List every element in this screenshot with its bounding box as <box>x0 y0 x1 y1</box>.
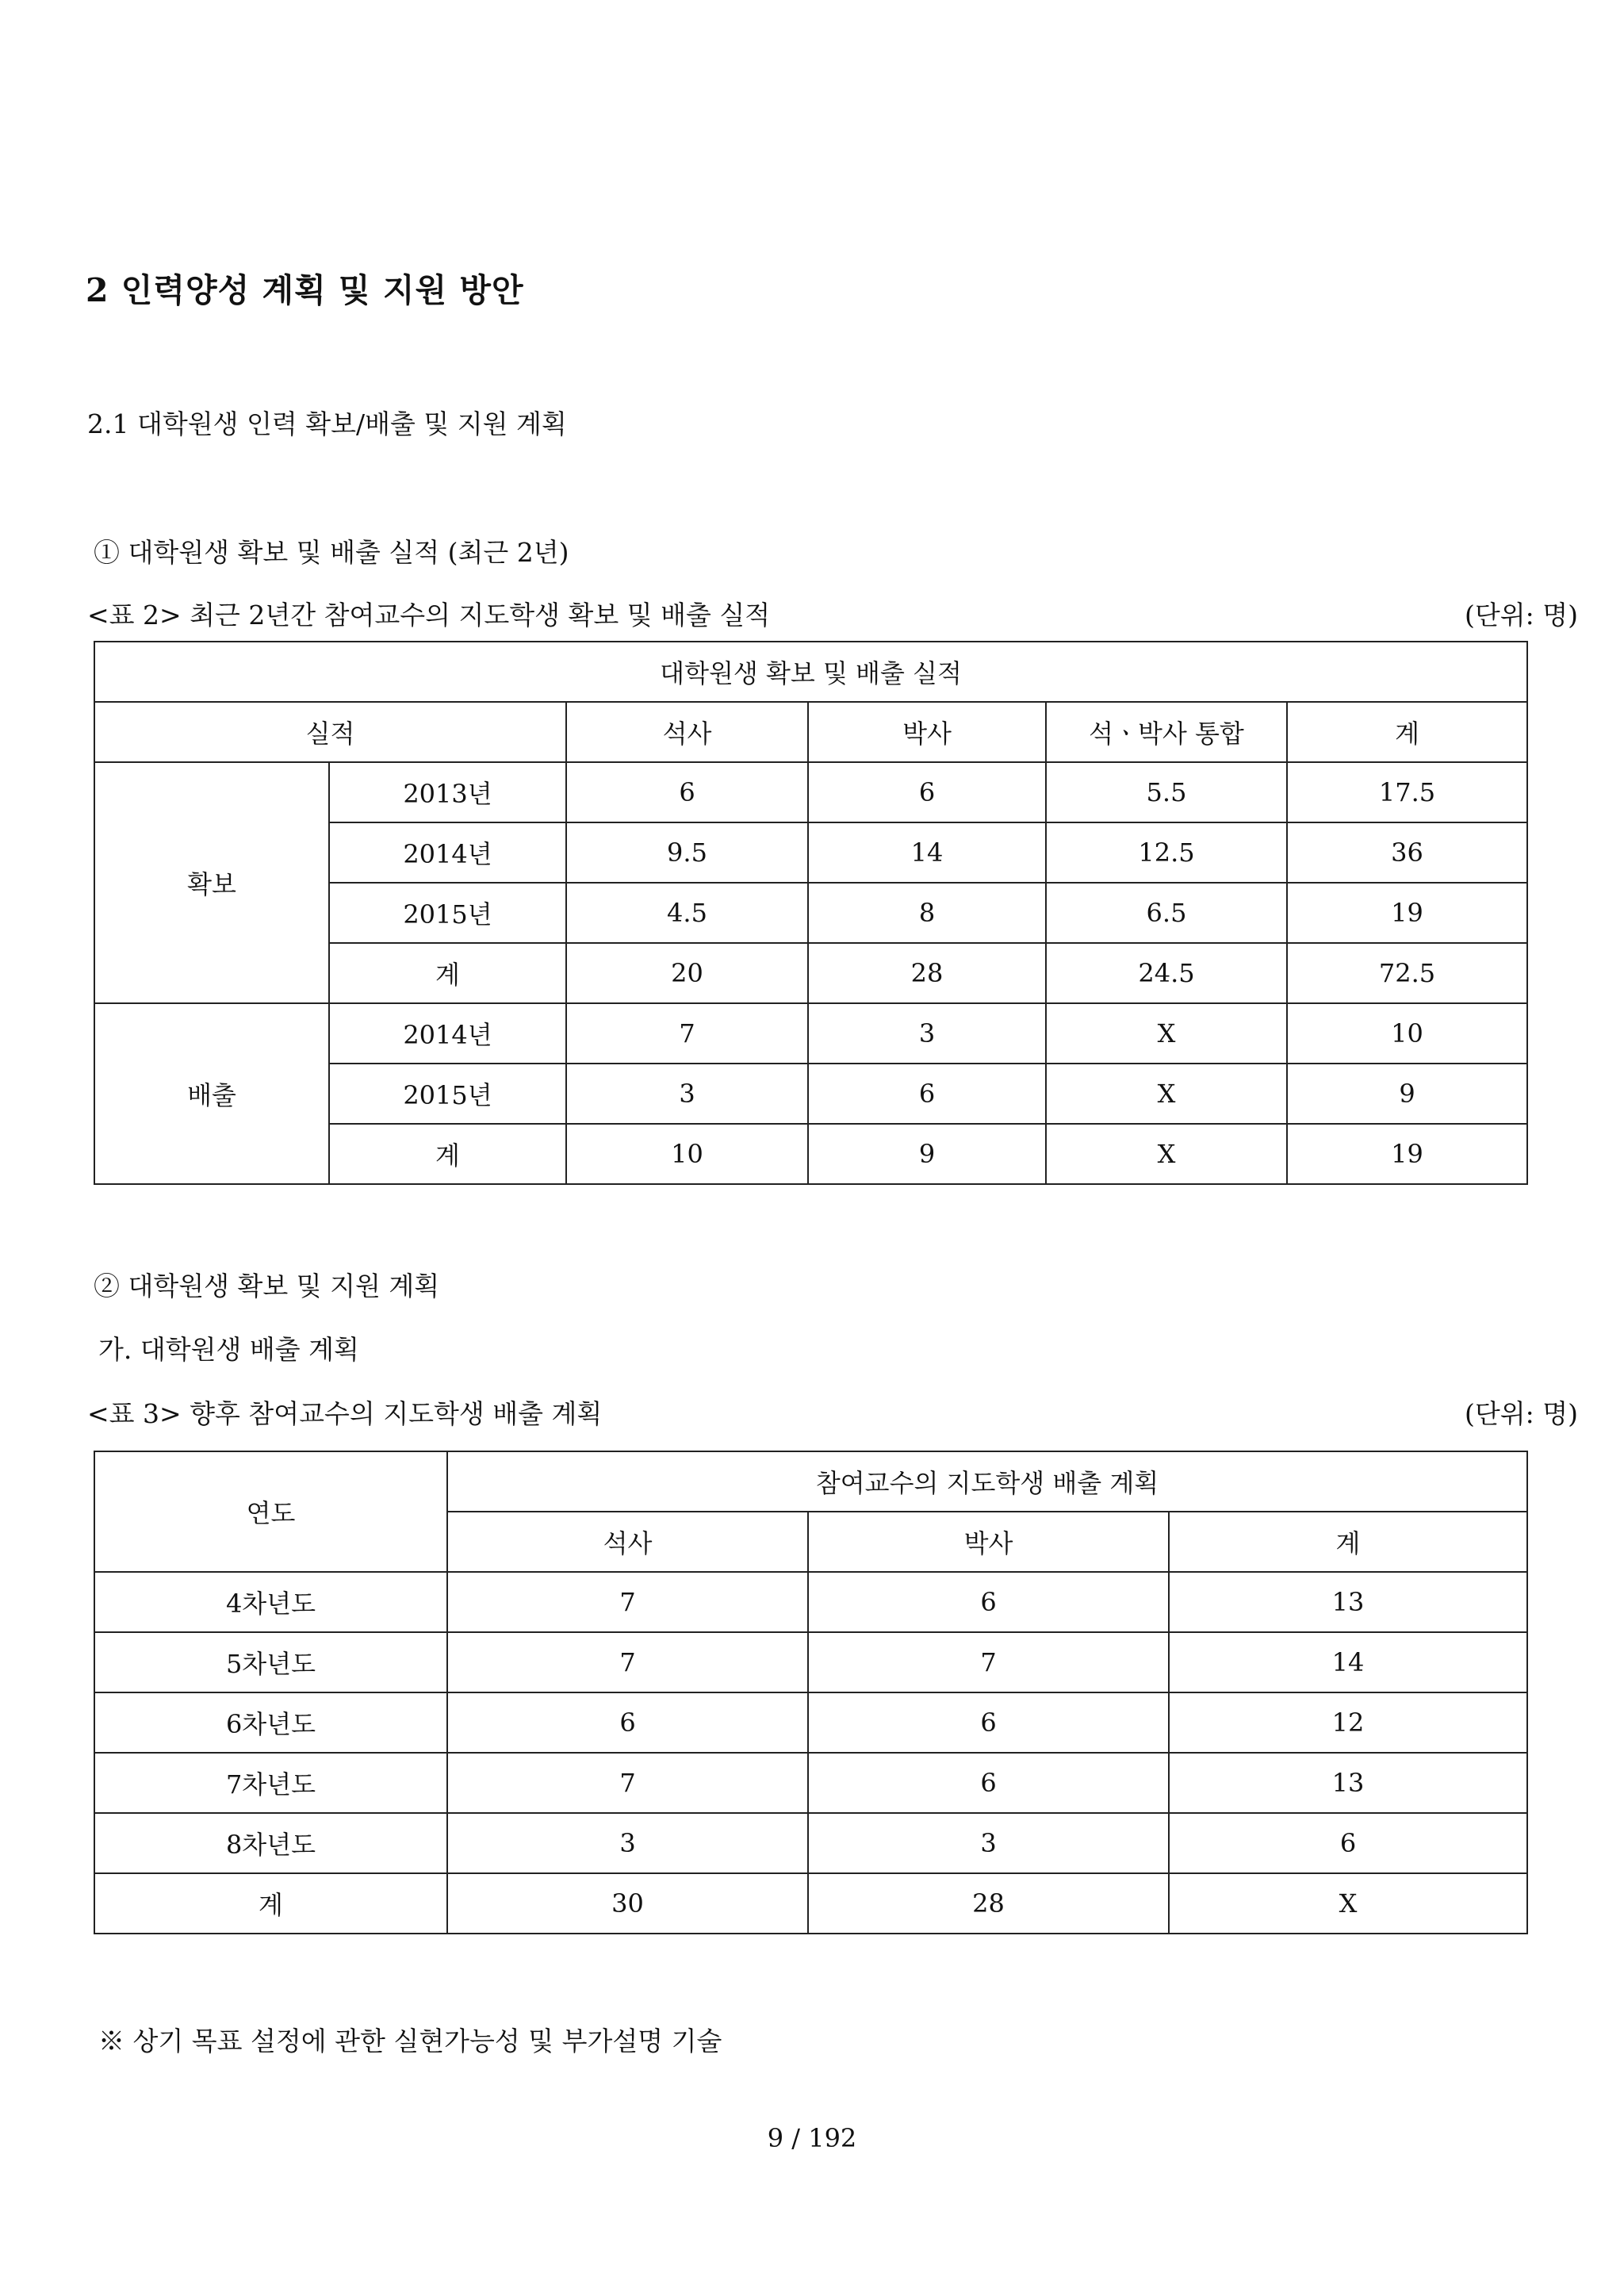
value-cell: 12 <box>1169 1692 1527 1753</box>
table-row <box>94 1572 1527 1632</box>
value-cell: 7 <box>808 1632 1169 1692</box>
value-cell: 14 <box>1169 1632 1527 1692</box>
item-2-heading: ② 대학원생 확보 및 지원 계획 <box>94 1271 440 1301</box>
year-cell: 2015년 <box>329 883 566 943</box>
value-cell: 3 <box>808 1003 1046 1064</box>
year-header: 연도 <box>94 1451 447 1572</box>
item-2-subheading: 가. 대학원생 배출 계획 <box>98 1334 359 1365</box>
value-cell: 24.5 <box>1046 943 1287 1003</box>
table-3 <box>94 1451 1528 1934</box>
value-cell: 72.5 <box>1287 943 1527 1003</box>
value-cell: X <box>1046 1064 1287 1124</box>
section-title: 2 인력양성 계획 및 지원 방안 <box>86 271 524 309</box>
year-cell: 계 <box>329 943 566 1003</box>
value-cell: X <box>1046 1124 1287 1184</box>
value-cell: 4.5 <box>566 883 808 943</box>
table-row <box>94 1692 1527 1753</box>
year-cell: 5차년도 <box>94 1632 447 1692</box>
page-number: 9 / 192 <box>767 2123 857 2153</box>
value-cell: 20 <box>566 943 808 1003</box>
value-cell: 6 <box>808 762 1046 822</box>
value-cell: 10 <box>1287 1003 1527 1064</box>
group-label: 배출 <box>94 1003 329 1184</box>
value-cell: 6 <box>808 1753 1169 1813</box>
value-cell: 6 <box>808 1572 1169 1632</box>
year-cell: 8차년도 <box>94 1813 447 1873</box>
value-cell: 3 <box>566 1064 808 1124</box>
value-cell: 9 <box>808 1124 1046 1184</box>
value-cell: 9.5 <box>566 822 808 883</box>
table-3-unit: (단위: 명) <box>1465 1398 1578 1429</box>
table-3-title: 참여교수의 지도학생 배출 계획 <box>447 1451 1527 1512</box>
value-cell: 6 <box>566 762 808 822</box>
year-cell: 계 <box>329 1124 566 1184</box>
year-cell: 2014년 <box>329 822 566 883</box>
value-cell: 6 <box>808 1692 1169 1753</box>
value-cell: 7 <box>566 1003 808 1064</box>
value-cell: X <box>1169 1873 1527 1934</box>
table-row <box>94 762 1527 822</box>
table-row <box>94 1632 1527 1692</box>
value-cell: 12.5 <box>1046 822 1287 883</box>
value-cell: X <box>1046 1003 1287 1064</box>
table-2-header-cell: 박사 <box>808 702 1046 762</box>
value-cell: 7 <box>447 1753 808 1813</box>
subsection-title: 2.1 대학원생 인력 확보/배출 및 지원 계획 <box>87 408 567 439</box>
table-2-header-cell: 석사 <box>566 702 808 762</box>
value-cell: 3 <box>447 1813 808 1873</box>
table-row <box>94 1003 1527 1064</box>
table-row <box>94 1753 1527 1813</box>
value-cell: 13 <box>1169 1753 1527 1813</box>
year-cell: 6차년도 <box>94 1692 447 1753</box>
year-cell: 4차년도 <box>94 1572 447 1632</box>
table-2-header-cell: 실적 <box>94 702 566 762</box>
group-label: 확보 <box>94 762 329 1003</box>
year-cell: 7차년도 <box>94 1753 447 1813</box>
table-3-header-cell: 박사 <box>808 1512 1169 1572</box>
value-cell: 3 <box>808 1813 1169 1873</box>
value-cell: 6.5 <box>1046 883 1287 943</box>
table-2-title: 대학원생 확보 및 배출 실적 <box>94 642 1527 702</box>
table-2-header-cell: 석ㆍ박사 통합 <box>1046 702 1287 762</box>
note-text: ※ 상기 목표 설정에 관한 실현가능성 및 부가설명 기술 <box>98 2026 722 2056</box>
table-2-caption: <표 2> 최근 2년간 참여교수의 지도학생 확보 및 배출 실적 <box>87 600 771 631</box>
table-2-unit: (단위: 명) <box>1465 600 1578 631</box>
value-cell: 14 <box>808 822 1046 883</box>
value-cell: 8 <box>808 883 1046 943</box>
value-cell: 9 <box>1287 1064 1527 1124</box>
value-cell: 7 <box>447 1632 808 1692</box>
year-cell: 2014년 <box>329 1003 566 1064</box>
value-cell: 6 <box>808 1064 1046 1124</box>
value-cell: 28 <box>808 1873 1169 1934</box>
table-row <box>94 1873 1527 1934</box>
value-cell: 17.5 <box>1287 762 1527 822</box>
value-cell: 28 <box>808 943 1046 1003</box>
value-cell: 5.5 <box>1046 762 1287 822</box>
table-3-caption: <표 3> 향후 참여교수의 지도학생 배출 계획 <box>87 1398 603 1429</box>
value-cell: 36 <box>1287 822 1527 883</box>
item-1-heading: ① 대학원생 확보 및 배출 실적 (최근 2년) <box>94 537 569 568</box>
value-cell: 6 <box>1169 1813 1527 1873</box>
table-row <box>94 1813 1527 1873</box>
value-cell: 30 <box>447 1873 808 1934</box>
value-cell: 13 <box>1169 1572 1527 1632</box>
year-cell: 계 <box>94 1873 447 1934</box>
value-cell: 19 <box>1287 1124 1527 1184</box>
table-2-header-cell: 계 <box>1287 702 1527 762</box>
table-3-header-cell: 석사 <box>447 1512 808 1572</box>
table-3-header-cell: 계 <box>1169 1512 1527 1572</box>
value-cell: 10 <box>566 1124 808 1184</box>
value-cell: 19 <box>1287 883 1527 943</box>
year-cell: 2013년 <box>329 762 566 822</box>
value-cell: 7 <box>447 1572 808 1632</box>
table-2 <box>94 641 1528 1185</box>
value-cell: 6 <box>447 1692 808 1753</box>
year-cell: 2015년 <box>329 1064 566 1124</box>
